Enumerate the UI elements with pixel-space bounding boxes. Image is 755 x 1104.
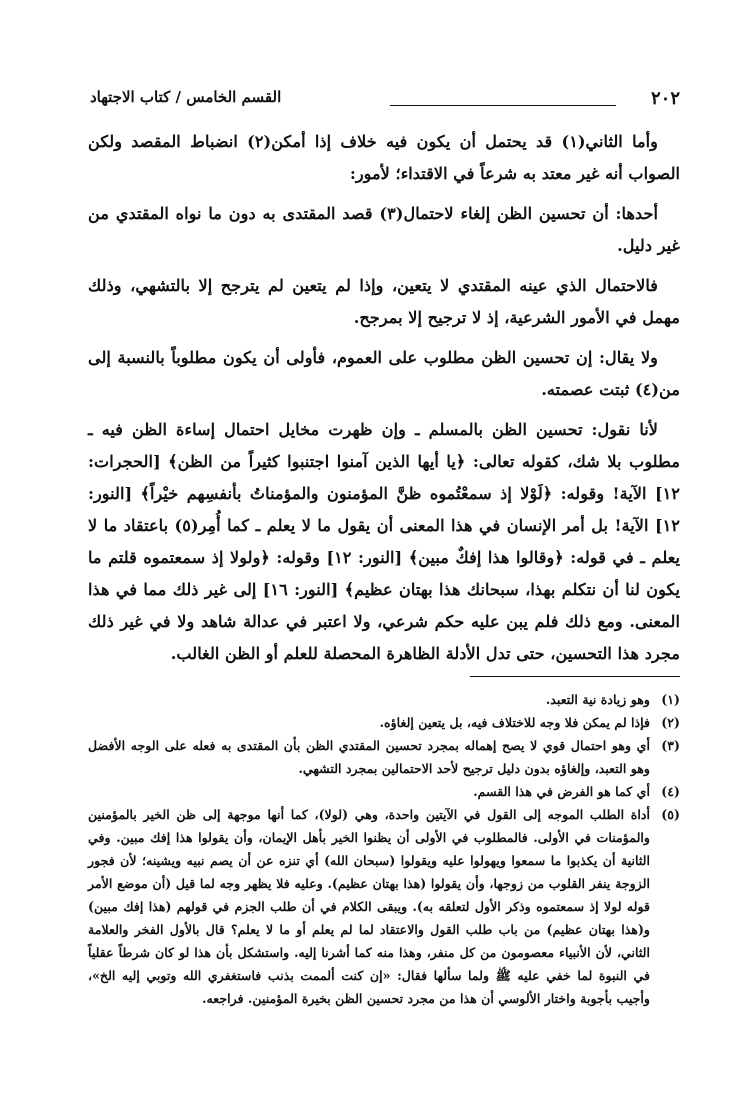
paragraph: لأنا نقول: تحسين الظن بالمسلم ـ وإن ظهرت مخايل احتمال إساءة الظن فيه ـ مطلوب بلا شك، كقوله تعالى: ﴿يا أيها الذين آمنوا اجتنبوا كثيراً من الظن﴾ [الحجرات: ١٢] الآية! وقوله: ﴿لَوْلا إذ سمعْتُموه ظنَّ المؤمنون والمؤمناتُ بأنفسِهم خيْراً﴾ [النور: ١٢] الآية! بل أمر الإنسان في هذا المعنى أن يقول ما لا يعلم ـ كما أُمِر(٥) باعتقاد ما لا يعلم ـ في قوله: ﴿وقالوا هذا إفكٌ مبين﴾ [النور: ١٢] وقوله: ﴿ولولا إذ سمعتموه قلتم ما يكون لنا أن نتكلم بهذا، سبحانك هذا بهتان عظيم﴾ [النور: ١٦] إلى غير ذلك مما في هذا المعنى. ومع ذلك فلم يبن عليه حكم شرعي، ولا اعتبر في عدالة شاهد ولا في غير ذلك مجرد هذا التحسين، حتى تدل الأدلة الظاهرة المحصلة للعلم أو الظن الغالب.	[88, 420, 681, 663]
footnote-number: (١)	[661, 692, 680, 707]
footnote-number: (٤)	[661, 784, 680, 799]
footnote	[88, 780, 680, 803]
paragraph: أحدها: أن تحسين الظن إلغاء لاحتمال(٣) قصد المقتدى به دون ما نواه المقتدي من غير دليل.	[88, 204, 680, 255]
footnote-number: (٢)	[661, 715, 680, 730]
footnote	[88, 688, 680, 711]
footnote-text: وهو زيادة نية التعبد.	[545, 692, 650, 707]
footnote	[88, 711, 680, 734]
main-text	[88, 126, 680, 678]
running-title: القسم الخامس / كتاب الاجتهاد	[90, 88, 282, 106]
footnote-text: أي كما هو الفرض في هذا القسم.	[473, 784, 650, 799]
footnotes	[88, 688, 680, 1010]
paragraph: وأما الثاني(١) قد يحتمل أن يكون فيه خلاف إذا أمكن(٢) انضباط المقصد ولكن الصواب أنه غير معتد به شرعاً في الاقتداء؛ لأمور:	[88, 132, 680, 183]
footnote-text: فإذا لم يمكن فلا وجه للاختلاف فيه، بل يتعين إلغاؤه.	[379, 715, 650, 730]
footnote	[88, 734, 680, 780]
page-header	[90, 88, 680, 114]
page-number: ٢٠٢	[650, 88, 680, 109]
footnote-separator	[470, 676, 680, 677]
paragraph: فالاحتمال الذي عينه المقتدي لا يتعين، وإذا لم يتعين لم يترجح إلا بالتشهي، وذلك مهمل في الأمور الشرعية، إذ لا ترجيح إلا بمرجح.	[88, 276, 680, 327]
footnote-text: أي وهو احتمال قوي لا يصح إهماله بمجرد تحسين المقتدي الظن بأن المقتدى به فعله على الوجه الأفضل وهو التعبد، وإلغاؤه بدون دليل ترجيح لأحد الاحتمالين بمجرد التشهي.	[88, 738, 650, 776]
footnote-text: أداة الطلب الموجه إلى القول في الآيتين واحدة، وهي (لولا)، كما أنها موجهة إلى ظن الخير بالمؤمنين والمؤمنات في الأولى. فالمطلوب في الأولى أن يظنوا الخير بأهل الإيمان، وأن يقولوا هذا إفك مبين. وفي الثانية أن يكذبوا ما سمعوا ويهولوا عليه ويقولوا (سبحان الله) أي تنزه عن أن يصم نبيه ويشينه؛ لأن فجور الزوجة ينفر القلوب من زوجها، وأن يقولوا (هذا بهتان عظيم). وعليه فلا يظهر وجه لما قيل (أن موضع الأمر قوله لولا إذ سمعتموه وذكر الأول لتعلقه به). ويبقى الكلام في أن طلب الجزم في قولهم (هذا إفك مبين) و(هذا بهتان عظيم) من باب طلب القول والاعتقاد لما لم يعلم أو ما لا يعلم؟ قال بالأول الفخر والعلامة الثاني، لأن الأنبياء معصومون من كل منفر، وهذا منه كما أشرنا إليه. واستشكل بأن هذا لو كان شرطاً عقلياً في النبوة لما خفي عليه ﷺ ولما سألها فقال: «إن كنت ألممت بذنب فاستغفري الله وتوبي إليه الخ»، وأجيب بأجوبة واختار الألوسي أن هذا من مجرد تحسين الظن بخيرة المؤمنين. فراجعه.	[88, 807, 650, 1006]
header-rule	[390, 105, 616, 106]
footnote	[88, 803, 680, 1010]
paragraph: ولا يقال: إن تحسين الظن مطلوب على العموم، فأولى أن يكون مطلوباً بالنسبة إلى من(٤) ثبتت عصمته.	[88, 348, 680, 399]
footnote-number: (٣)	[661, 738, 680, 753]
footnote-number: (٥)	[661, 807, 680, 822]
